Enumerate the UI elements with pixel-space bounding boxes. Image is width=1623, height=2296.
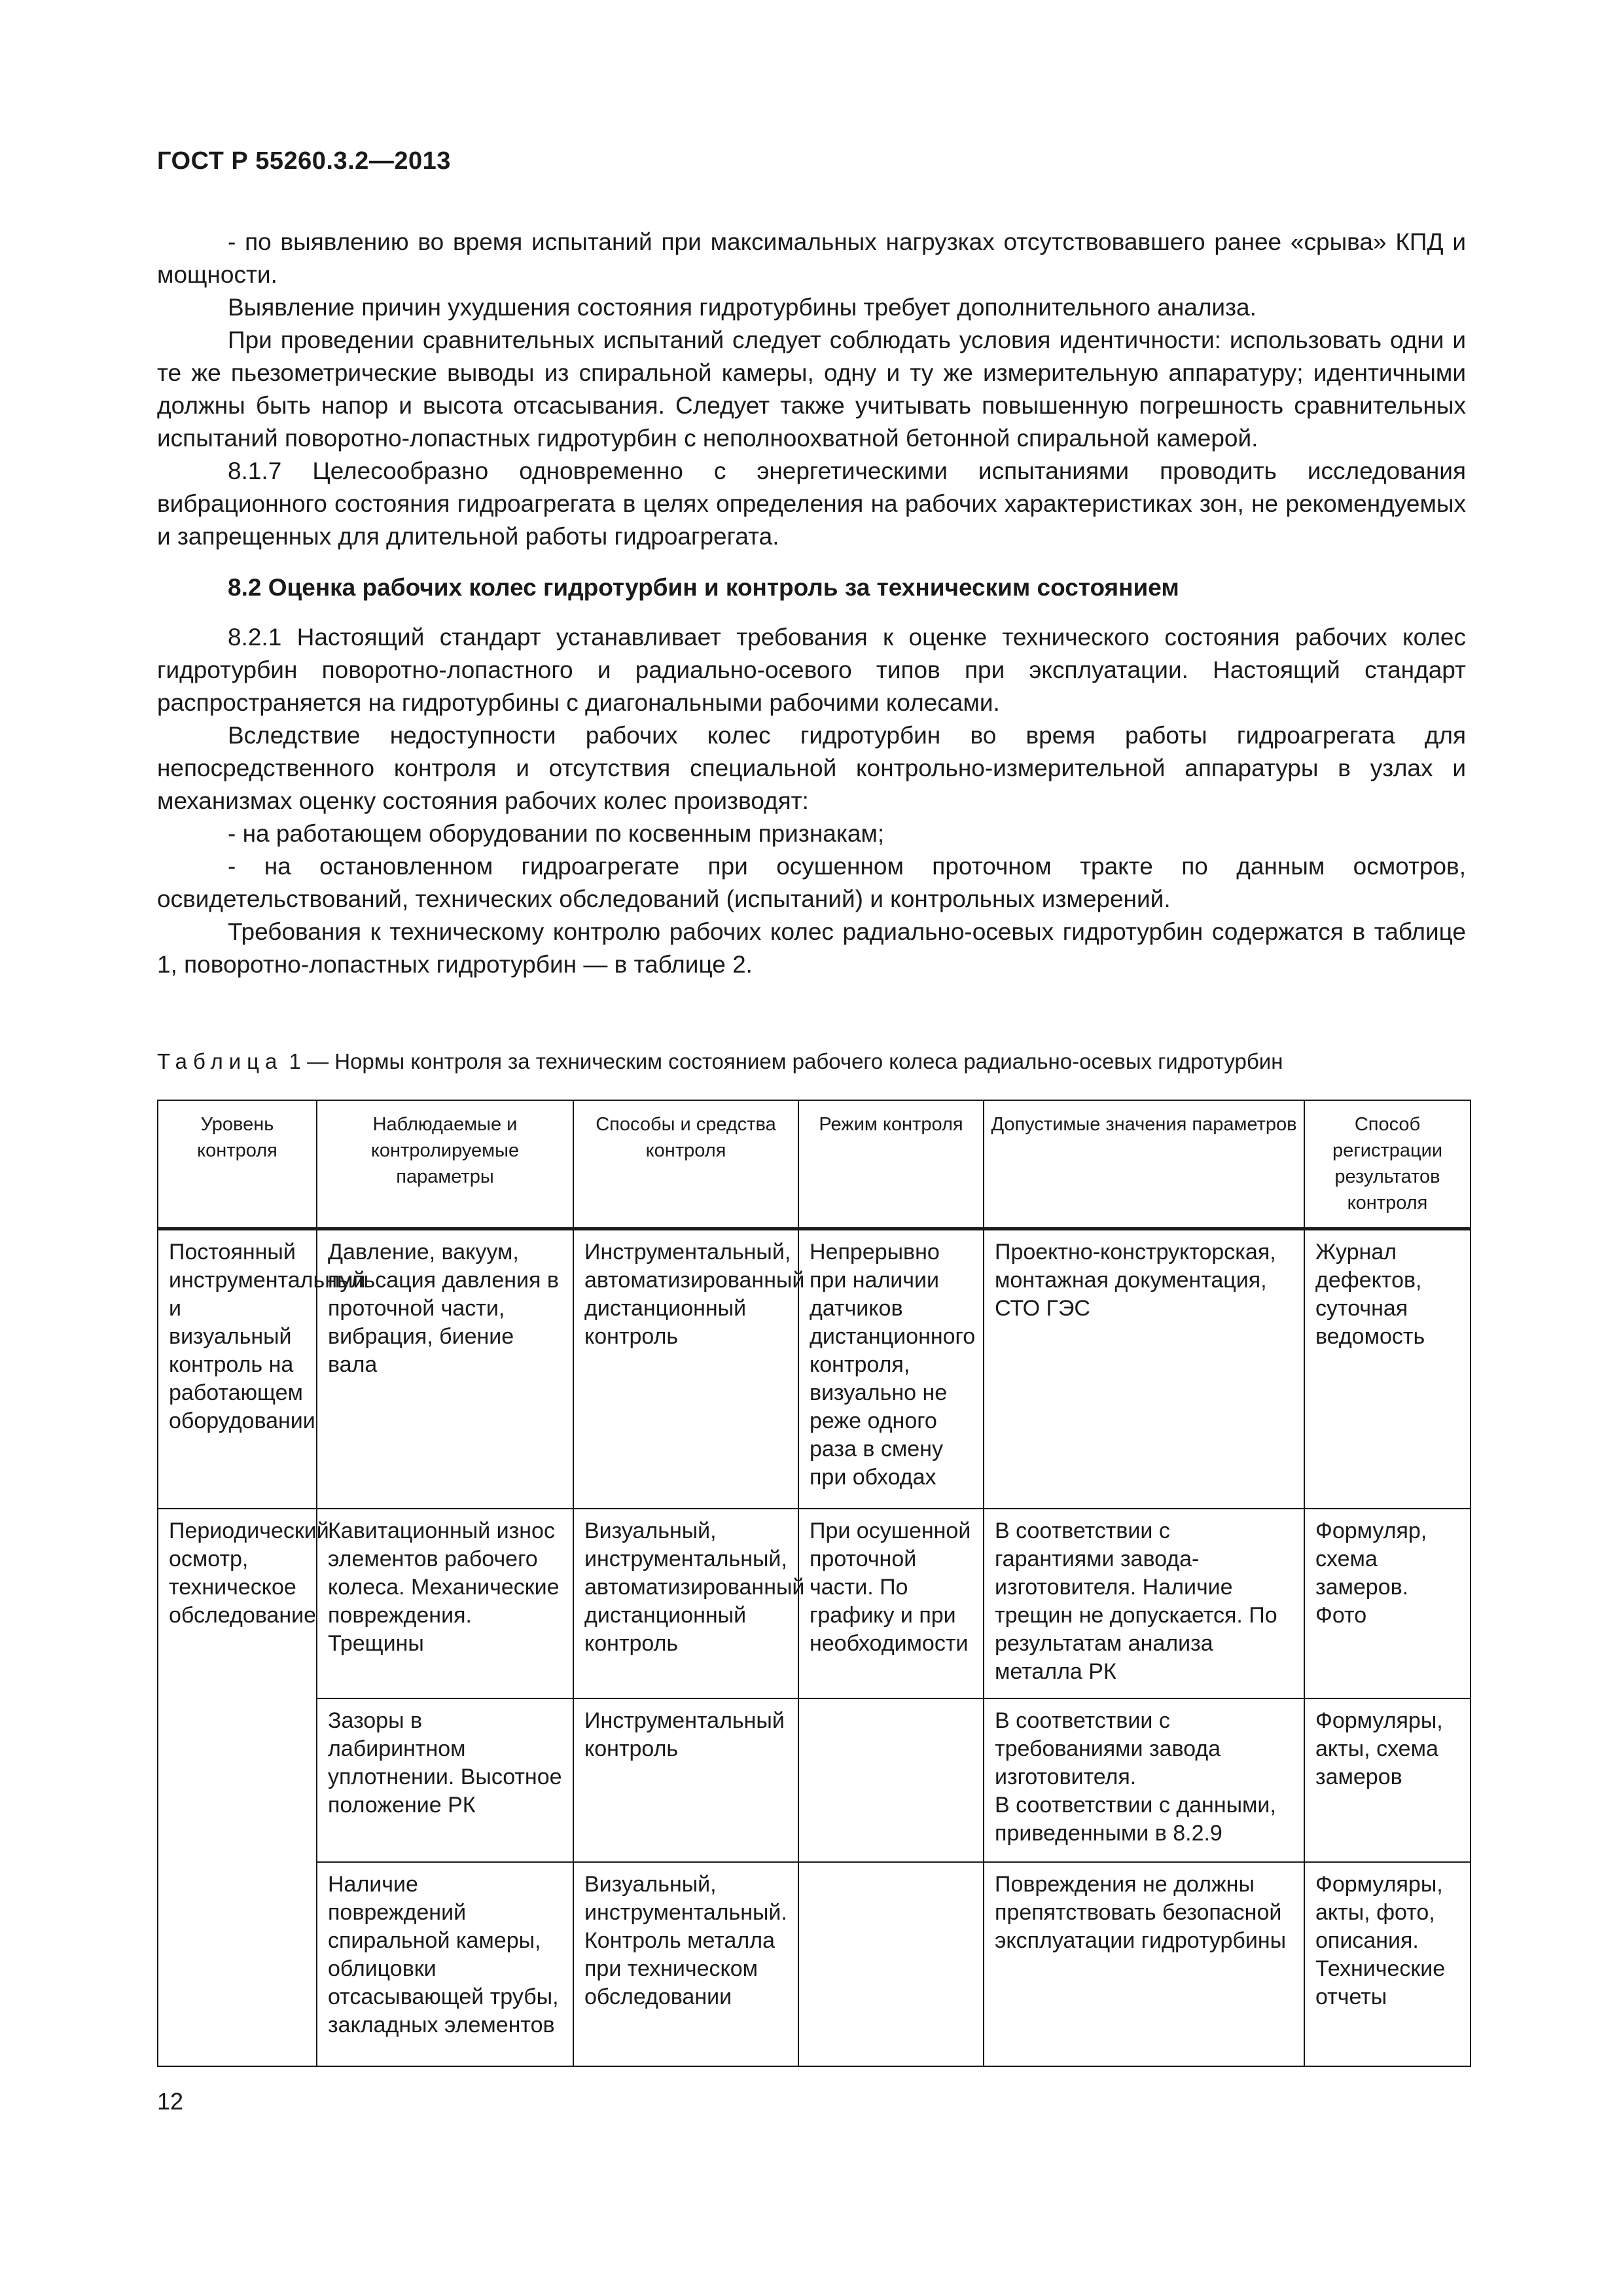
table-row bbox=[158, 1698, 1471, 1862]
paragraph: - на остановленном гидроагрегате при осушенном проточном тракте по данным осмотров, освидетельствований, технических обследований (испытаний) и контрольных измерений. bbox=[157, 853, 1466, 912]
table-cell bbox=[798, 1698, 984, 1862]
control-norms-table bbox=[157, 1100, 1471, 2067]
column-header: Уровень контроля bbox=[158, 1100, 317, 1229]
column-header: Способы и средства контроля bbox=[573, 1100, 798, 1229]
column-header: Допустимые значения параметров bbox=[984, 1100, 1304, 1229]
paragraph: Требования к техническому контролю рабочих колес радиально-осевых гидротурбин содержатся в таблице 1, поворотно-лопастных гидротурбин — в таблице 2. bbox=[157, 918, 1466, 978]
table-cell: Непрерывно при наличии датчиков дистанционного контроля, визуально не реже одного раза в смену при обходах bbox=[798, 1229, 984, 1509]
paragraph: 8.1.7 Целесообразно одновременно с энергетическими испытаниями проводить исследования вибрационного состояния гидроагрегата в целях определения на рабочих характеристиках зон, не рекомендуемых и запрещенных для длительной работы гидроагрегата. bbox=[157, 457, 1466, 550]
table-cell: Наличие повреждений спиральной камеры, облицовки отсасывающей трубы, закладных элементов bbox=[317, 1862, 573, 2066]
table-cell bbox=[798, 1862, 984, 2066]
table-row bbox=[158, 1509, 1471, 1698]
table-cell: Формуляры, акты, схема замеров bbox=[1304, 1698, 1471, 1862]
table-cell: Формуляр, схема замеров. Фото bbox=[1304, 1509, 1471, 1698]
paragraph: Выявление причин ухудшения состояния гидротурбины требует дополнительного анализа. bbox=[228, 294, 1257, 321]
table-caption-text: 1 — Нормы контроля за техническим состоянием рабочего колеса радиально-осевых гидротурбин bbox=[283, 1049, 1283, 1073]
section-heading: 8.2 Оценка рабочих колес гидротурбин и контроль за техническим состоянием bbox=[228, 574, 1179, 601]
paragraph: При проведении сравнительных испытаний следует соблюдать условия идентичности: использовать одни и те же пьезометрические выводы из спиральной камеры, одну и ту же измерительную аппаратуру; идентичными должны быть напор и высота отсасывания. Следует также учитывать повышенную погрешность сравнительных испытаний поворотно-лопастных гидротурбин с неполноохватной бетонной спиральной камерой. bbox=[157, 327, 1466, 452]
body-text bbox=[157, 226, 1466, 981]
cell-line: В соответствии с требованиями завода изготовителя. bbox=[995, 1708, 1221, 1789]
table-cell: Периодический осмотр, техническое обследование bbox=[158, 1509, 317, 2066]
table-header-row bbox=[158, 1100, 1471, 1229]
table-cell: Постоянный инструментальный и визуальный контроль на работающем оборудовании bbox=[158, 1229, 317, 1509]
table-cell: Проектно-конструкторская, монтажная документация, СТО ГЭС bbox=[984, 1229, 1304, 1509]
table-cell: При осушенной проточной части. По графику и при необходимости bbox=[798, 1509, 984, 1698]
paragraph: Вследствие недоступности рабочих колес гидротурбин во время работы гидроагрегата для непосредственного контроля и отсутствия специальной контрольно-измерительной аппаратуры в узлах и механизмах оценку состояния рабочих колес производят: bbox=[157, 722, 1466, 814]
document-id-header: ГОСТ Р 55260.3.2—2013 bbox=[157, 147, 451, 175]
table-cell: Зазоры в лабиринтном уплотнении. Высотное положение РК bbox=[317, 1698, 573, 1862]
paragraph: - по выявлению во время испытаний при максимальных нагрузках отсутствовавшего ранее «срыва» КПД и мощности. bbox=[157, 228, 1466, 288]
column-header: Наблюдаемые и контролируемые параметры bbox=[317, 1100, 573, 1229]
table-caption-label: Таблица bbox=[157, 1049, 283, 1073]
page-number: 12 bbox=[157, 2088, 184, 2115]
column-header: Режим контроля bbox=[798, 1100, 984, 1229]
table-cell: Формуляры, акты, фото, описания. Технические отчеты bbox=[1304, 1862, 1471, 2066]
table-row bbox=[158, 1229, 1471, 1509]
paragraph: 8.2.1 Настоящий стандарт устанавливает требования к оценке технического состояния рабочих колес гидротурбин поворотно-лопастного и радиально-осевого типов при эксплуатации. Настоящий стандарт распространяется на гидротурбины с диагональными рабочими колесами. bbox=[157, 624, 1466, 716]
column-header: Способ регистрации результатов контроля bbox=[1304, 1100, 1471, 1229]
cell-line: В соответствии с данными, приведенными в 8.2.9 bbox=[995, 1793, 1276, 1846]
table-cell: Визуальный, инструментальный, автоматизированный дистанционный контроль bbox=[573, 1509, 798, 1698]
table-cell: Повреждения не должны препятствовать безопасной эксплуатации гидротурбины bbox=[984, 1862, 1304, 2066]
table-cell: Кавитационный износ элементов рабочего колеса. Механические повреждения. Трещины bbox=[317, 1509, 573, 1698]
table-cell: Давление, вакуум, пульсация давления в проточной части, вибрация, биение вала bbox=[317, 1229, 573, 1509]
table-cell: Визуальный, инструментальный. Контроль металла при техническом обследовании bbox=[573, 1862, 798, 2066]
table-cell: В соответствии с гарантиями завода-изготовителя. Наличие трещин не допускается. По результатам анализа металла РК bbox=[984, 1509, 1304, 1698]
table-cell: Журнал дефектов, суточная ведомость bbox=[1304, 1229, 1471, 1509]
table-cell: Инструментальный, автоматизированный дистанционный контроль bbox=[573, 1229, 798, 1509]
table-row bbox=[158, 1862, 1471, 2066]
table-cell: Инструментальный контроль bbox=[573, 1698, 798, 1862]
paragraph: - на работающем оборудовании по косвенным признакам; bbox=[228, 820, 885, 847]
table-cell bbox=[984, 1698, 1304, 1862]
table-caption bbox=[157, 1049, 1283, 1074]
